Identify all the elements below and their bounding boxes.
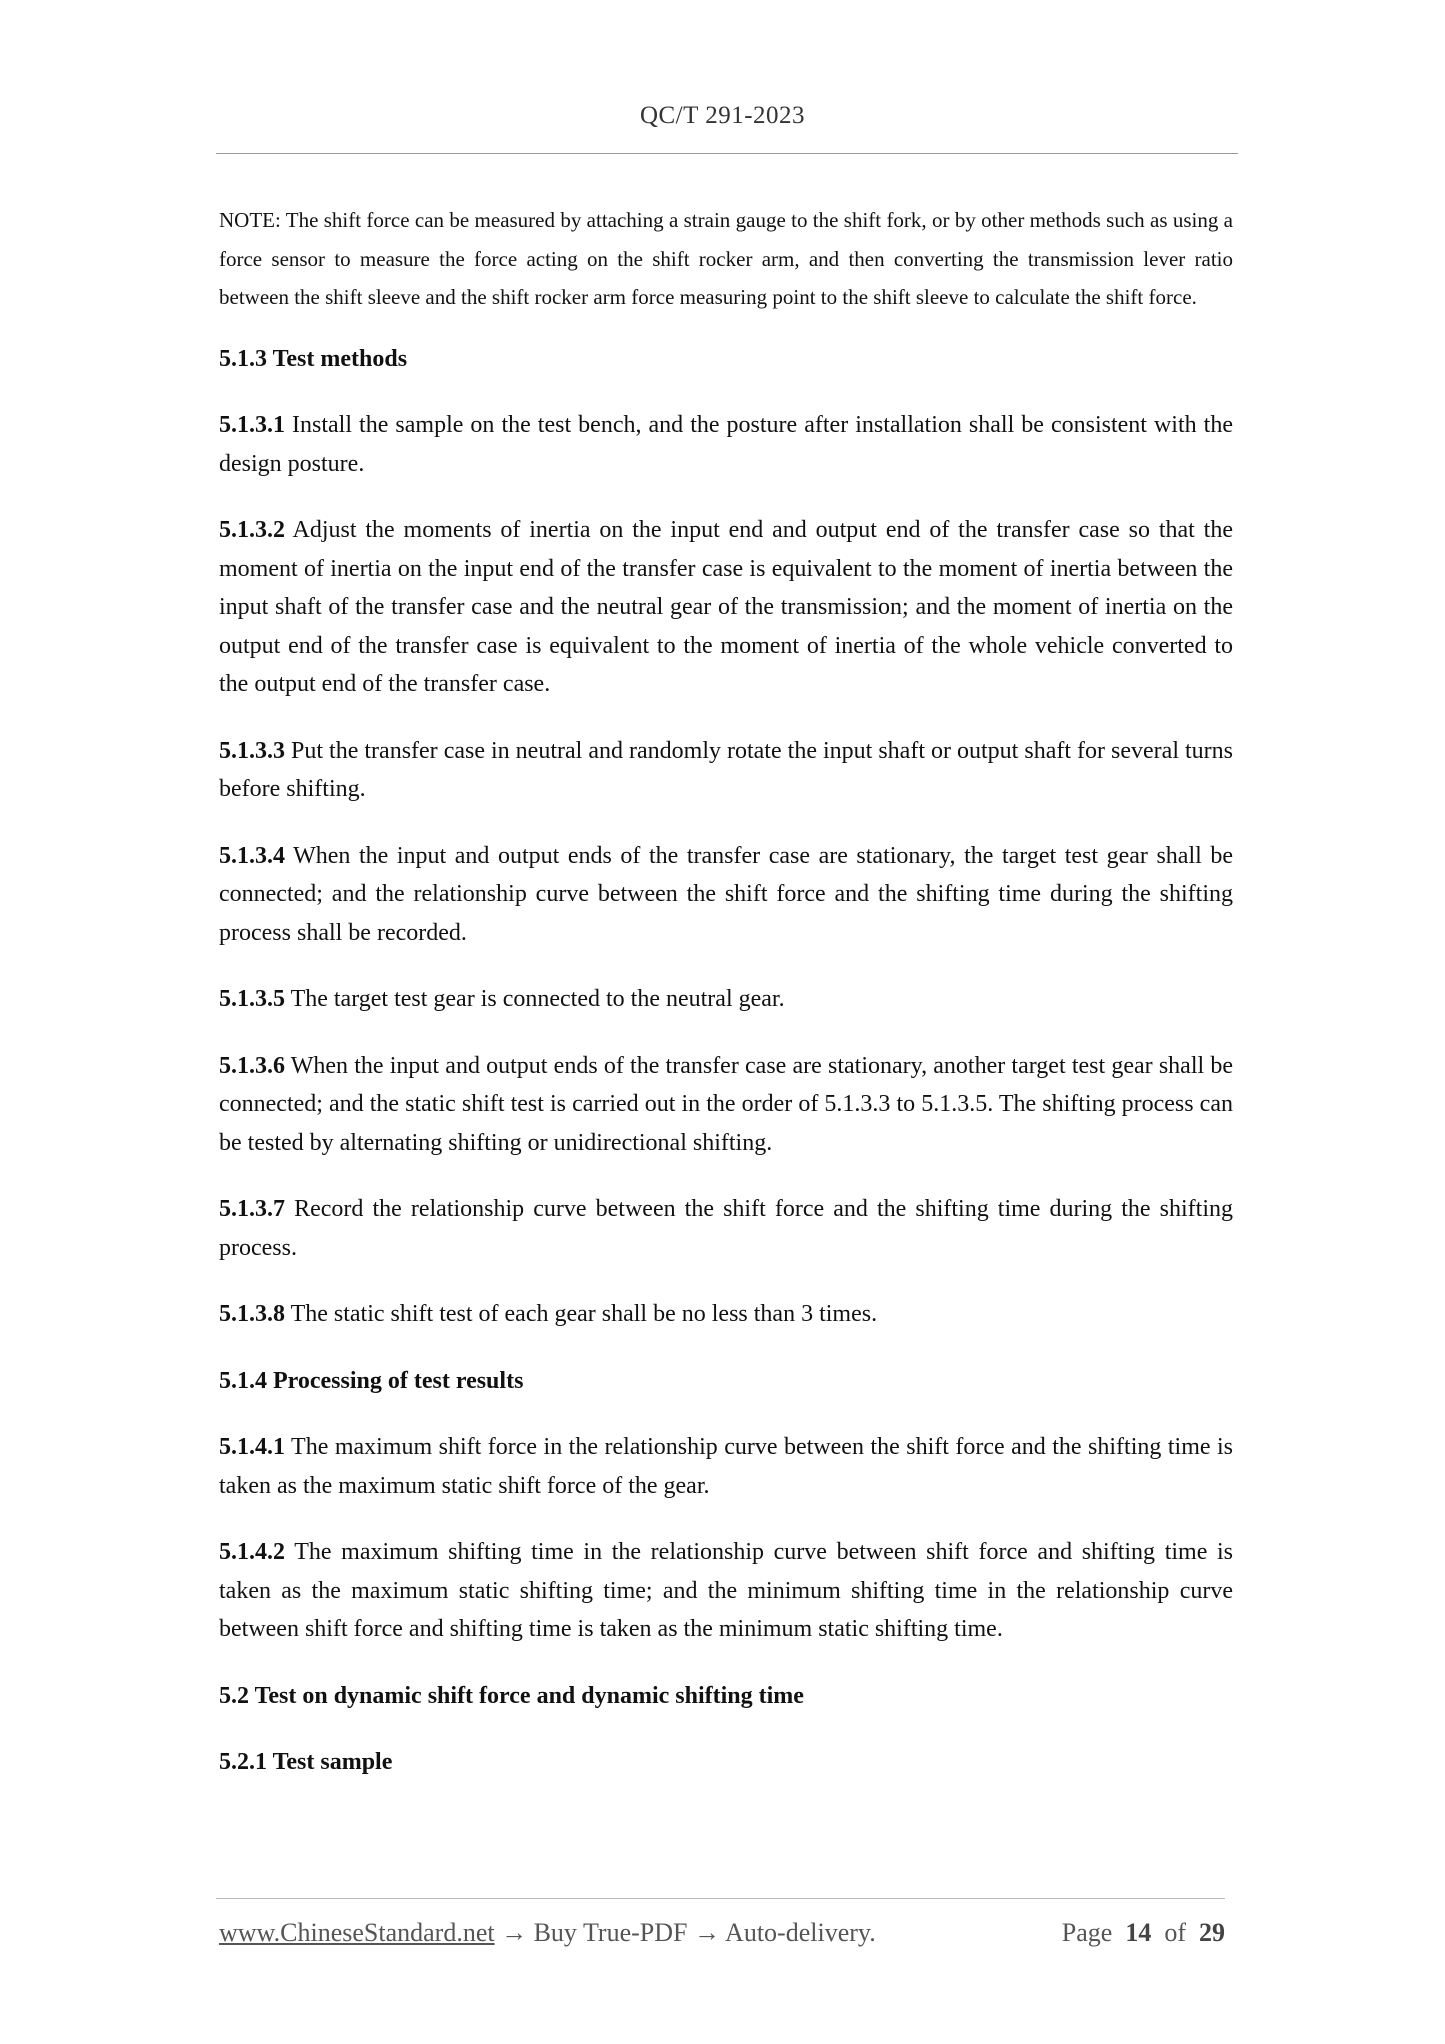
heading-5-2: 5.2 Test on dynamic shift force and dynamic shifting time [219, 1682, 804, 1709]
clause-text: When the input and output ends of the transfer case are stationary, another target test gear shall be connected; and the static shift test is carried out in the order of 5.1.3.3 to 5.1.3.5. The shifting process can be tested by alternating shifting or unidirectional shifting. [219, 1052, 1233, 1156]
clause-number: 5.1.3.2 [219, 517, 285, 543]
header-title: QC/T 291-2023 [639, 102, 806, 129]
note-paragraph: NOTE: The shift force can be measured by attaching a strain gauge to the shift fork, or by other methods such as using a force sensor to measure the force acting on the shift rocker arm, and then converting the transmission lever ratio between the shift sleeve and the shift rocker arm force measuring point to the shift sleeve to calculate the shift force. [219, 208, 1233, 309]
page-total: 29 [1199, 1918, 1225, 1947]
footer-promo-text: → Buy True-PDF → Auto-delivery. [494, 1918, 876, 1947]
clause-5-1-3-5 [219, 980, 1233, 1019]
clause-5-1-3-2 [219, 511, 1233, 704]
clause-text: Record the relationship curve between the shift force and the shifting time during the shifting process. [219, 1196, 1233, 1261]
clause-text: The maximum shifting time in the relationship curve between shift force and shifting time is taken as the maximum static shifting time; and the minimum shifting time in the relationship curve between shift force and shifting time is taken as the minimum static shifting time. [219, 1539, 1233, 1642]
clause-5-1-4-1 [219, 1428, 1233, 1505]
clause-number: 5.1.3.3 [219, 737, 285, 764]
clause-number: 5.1.3.4 [219, 842, 285, 869]
clause-text: When the input and output ends of the transfer case are stationary, the target test gear shall be connected; and the relationship curve between the shift force and the shifting time during the shifting process shall be recorded. [219, 842, 1233, 946]
clause-number: 5.1.4.2 [219, 1539, 285, 1565]
heading-5-1-4: 5.1.4 Processing of test results [219, 1367, 524, 1394]
heading-5-1-3: 5.1.3 Test methods [219, 345, 408, 372]
page-label: Page [1061, 1918, 1113, 1947]
clause-number: 5.1.3.6 [219, 1052, 285, 1079]
clause-5-1-3-8 [219, 1295, 1233, 1334]
clause-text: The maximum shift force in the relationship curve between the shift force and the shifting time is taken as the maximum static shift force of the gear. [219, 1434, 1233, 1499]
clause-5-1-3-3 [219, 732, 1233, 809]
footer-divider [216, 1898, 1225, 1899]
clause-text: Install the sample on the test bench, and the posture after installation shall be consistent with the design posture. [219, 412, 1233, 477]
page-current: 14 [1125, 1918, 1152, 1947]
clause-number: 5.1.3.1 [219, 412, 285, 438]
page-of-label: of [1164, 1918, 1186, 1947]
clause-5-1-3-1 [219, 406, 1233, 483]
clause-5-1-3-7 [219, 1190, 1233, 1267]
heading-5-2-1: 5.2.1 Test sample [219, 1749, 393, 1775]
footer-promo [219, 1918, 876, 1948]
clause-5-1-3-6 [219, 1047, 1233, 1163]
clause-5-1-4-2 [219, 1533, 1233, 1649]
clause-text: Put the transfer case in neutral and randomly rotate the input shaft or output shaft for several turns before shifting. [219, 737, 1233, 802]
header-divider [216, 153, 1238, 154]
page-number [1062, 1918, 1225, 1948]
page-footer [219, 1918, 1225, 1954]
clause-text: The static shift test of each gear shall be no less than 3 times. [285, 1301, 878, 1327]
clause-number: 5.1.3.7 [219, 1196, 285, 1222]
clause-number: 5.1.4.1 [219, 1434, 285, 1460]
page-content [219, 201, 1233, 1810]
clause-text: The target test gear is connected to the neutral gear. [285, 986, 785, 1012]
clause-5-1-3-4 [219, 837, 1233, 953]
chinesestandard-link[interactable]: www.ChineseStandard.net [219, 1918, 495, 1947]
clause-number: 5.1.3.8 [219, 1301, 285, 1327]
clause-number: 5.1.3.5 [219, 986, 285, 1012]
clause-text: Adjust the moments of inertia on the input end and output end of the transfer case so that the moment of inertia on the input end of the transfer case is equivalent to the moment of inertia between the input shaft of the transfer case and the neutral gear of the transmission; and the moment of inertia on the output end of the transfer case is equivalent to the moment of inertia of the whole vehicle converted to the output end of the transfer case. [219, 517, 1233, 697]
